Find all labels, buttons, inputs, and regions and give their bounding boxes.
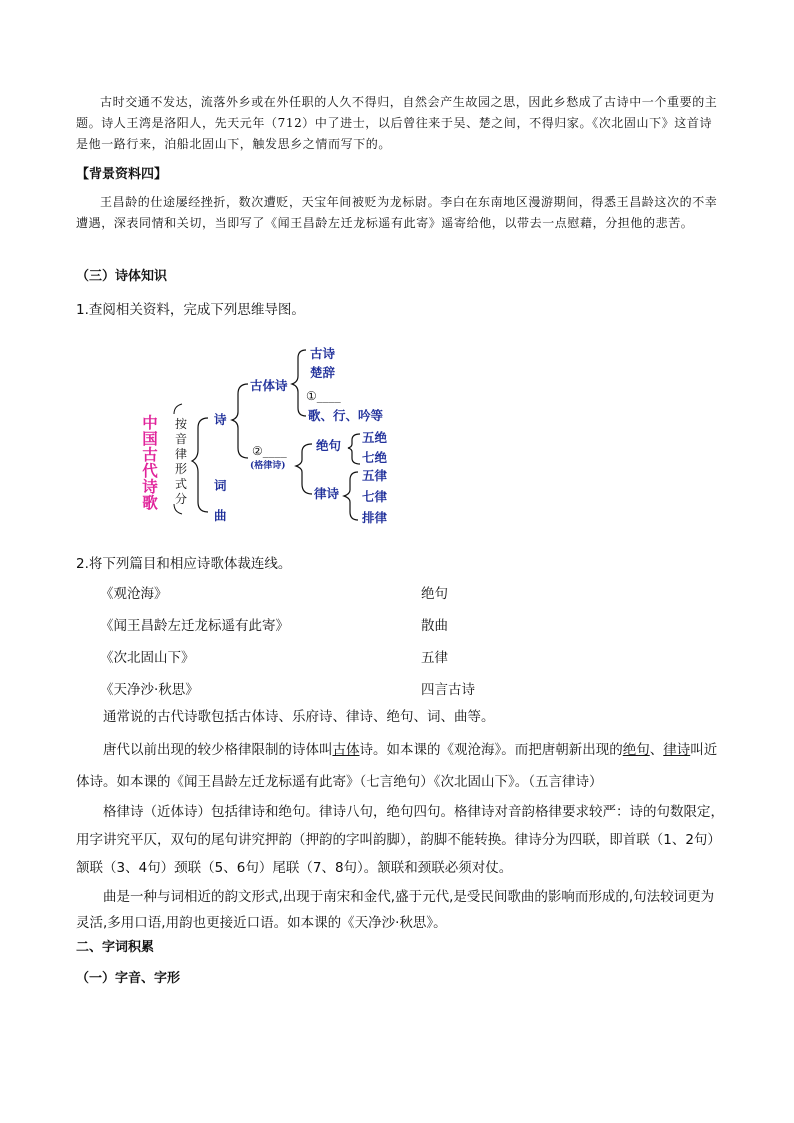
background-paragraph-3: 古时交通不发达，流落外乡或在外任职的人久不得归，自然会产生故园之思，因此乡愁成了古诗中一个重要的主题。诗人王湾是洛阳人，先天元年（712）中了进士，以后曾往来于吴、楚之间，不得归家。《次北固山下》这首诗是他一路行来，泊船北固山下，触发思乡之情而写下的。 xyxy=(76,95,718,151)
section-poetry-knowledge-heading: （三）诗体知识 xyxy=(76,269,168,284)
node-gexing: 歌、行、吟等 xyxy=(308,408,384,423)
root-char: 国 xyxy=(142,430,158,448)
underlined-term: 古体 xyxy=(332,742,360,758)
jueju-brace xyxy=(348,434,360,464)
root-char: 歌 xyxy=(142,494,158,512)
node-gelvshi: (格律诗) xyxy=(250,461,286,471)
match-right-item[interactable]: 四言古诗 xyxy=(421,682,475,698)
match-left-item[interactable]: 《次北固山下》 xyxy=(100,650,195,666)
guti-brace xyxy=(292,350,306,416)
text-run: 叫近体诗。如本课的《闻王昌龄左迁龙标遥有此寄》（七言绝句）《次北固山下》。（五言律诗） xyxy=(76,742,718,790)
node-pailv: 排律 xyxy=(362,510,388,525)
root-char: 诗 xyxy=(142,478,158,496)
blank-1: ①____ xyxy=(306,389,341,403)
lvshi-brace xyxy=(344,472,358,520)
section-two-sub-heading: （一）字音、字形 xyxy=(76,971,181,986)
paragraph-qu: 曲是一种与词相近的韵文形式,出现于南宋和金代,盛于元代,是受民间歌曲的影响而形成的,句法较词更为灵活,多用口语,用韵也更接近口语。如本课的《天净沙·秋思》。 xyxy=(76,889,715,931)
text-run: 唐代以前出现的较少格律限制的诗体叫 xyxy=(103,742,333,758)
node-ci: 词 xyxy=(214,478,227,493)
node-guti: 古体诗 xyxy=(250,378,288,393)
text-run: 、 xyxy=(649,742,664,758)
question-2: 2.将下列篇目和相应诗歌体裁连线。 xyxy=(76,556,292,572)
poetry-mind-map xyxy=(140,330,410,535)
classification-basis xyxy=(174,404,188,514)
section-two-heading: 二、字词积累 xyxy=(76,940,155,955)
underlined-term: 绝句 xyxy=(622,742,650,758)
text-run: 诗。如本课的《观沧海》。而把唐朝新出现的 xyxy=(359,742,623,758)
underlined-term: 律诗 xyxy=(663,742,691,758)
background-paragraph-4: 王昌龄的仕途屡经挫折，数次遭贬，天宝年间被贬为龙标尉。李白在东南地区漫游期间，得悉王昌龄这次的不幸遭遇，深表同情和关切，当即写了《闻王昌龄左迁龙标遥有此寄》遥寄给他，以带去一点慰藉，分担他的悲苦。 xyxy=(76,195,718,230)
node-jueju: 绝句 xyxy=(316,438,342,453)
paragraph-gelv-poetry: 格律诗（近体诗）包括律诗和绝句。律诗八句，绝句四句。格律诗对音韵格律要求较严：诗的句数限定，用字讲究平仄，双句的尾句讲究押韵（押韵的字叫韵脚），韵脚不能转换。律诗分为四联，即首联（1、2句）颔联（3、4句）颈联（5、6句）尾联（7、8句）。颔联和颈联必须对仗。 xyxy=(76,804,724,876)
node-gushi: 古诗 xyxy=(310,346,336,361)
paragraph-ancient-poetry: 通常说的古代诗歌包括古体诗、乐府诗、律诗、绝句、词、曲等。 xyxy=(103,709,495,725)
basis-char: 律 xyxy=(174,447,188,461)
node-qilv: 七律 xyxy=(362,489,388,504)
match-left-item[interactable]: 《闻王昌龄左迁龙标遥有此寄》 xyxy=(100,618,289,634)
node-wulv: 五律 xyxy=(362,468,388,483)
match-left-item[interactable]: 《天净沙·秋思》 xyxy=(100,682,199,698)
basis-char: 形 xyxy=(174,462,188,476)
node-qijue: 七绝 xyxy=(362,450,388,465)
match-left-item[interactable]: 《观沧海》 xyxy=(100,586,168,602)
match-right-item[interactable]: 五律 xyxy=(421,650,448,666)
basis-char: 按 xyxy=(174,417,188,431)
root-title xyxy=(142,414,158,512)
question-1: 1.查阅相关资料，完成下列思维导图。 xyxy=(76,302,305,318)
node-lvshi: 律诗 xyxy=(314,486,340,501)
match-right-item[interactable]: 绝句 xyxy=(421,586,448,602)
node-wujue: 五绝 xyxy=(362,430,388,445)
root-char: 中 xyxy=(142,414,158,432)
background-4-heading: 【背景资料四】 xyxy=(76,167,168,182)
basis-char: 分 xyxy=(174,492,188,506)
match-right-item[interactable]: 散曲 xyxy=(421,618,448,634)
node-shi: 诗 xyxy=(214,412,227,427)
root-char: 古 xyxy=(142,446,158,464)
root-char: 代 xyxy=(142,462,158,480)
blank-2: ②____ xyxy=(252,444,287,458)
node-qu: 曲 xyxy=(214,508,227,523)
basis-char: 音 xyxy=(174,432,188,446)
node-chuci: 楚辞 xyxy=(310,365,336,380)
shi-brace xyxy=(232,384,248,458)
jinti-brace xyxy=(296,444,312,494)
main-brace xyxy=(192,418,208,512)
paragraph-guti-jinti xyxy=(76,734,724,798)
basis-char: 式 xyxy=(174,477,188,491)
